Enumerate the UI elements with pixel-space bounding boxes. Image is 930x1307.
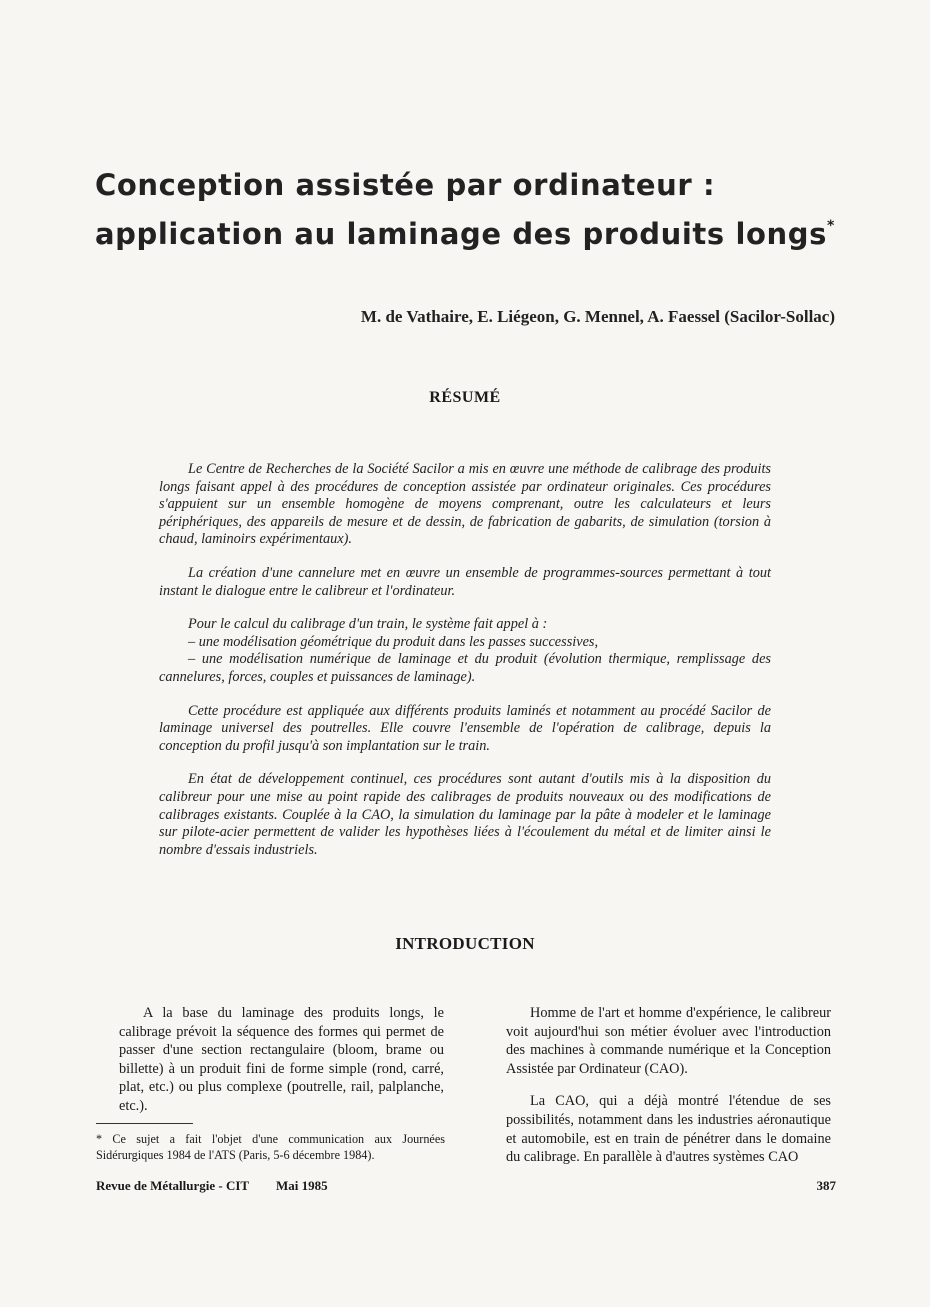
author-list: M. de Vathaire, E. Liégeon, G. Mennel, A. Faessel (Sacilor-Sollac) xyxy=(360,307,835,326)
body-paragraph: La CAO, qui a déjà montré l'étendue de ses possibilités, notamment dans les industries aéronautique et automobile, est en train de pénétrer dans le domaine du calibrage. En parallèle à d'autres systèmes CAO xyxy=(506,1093,831,1166)
abstract xyxy=(159,461,771,875)
title-line-1: Conception assistée par ordinateur : xyxy=(95,168,716,203)
abstract-list-item: – une modélisation numérique de laminage et du produit (évolution thermique, remplissage des cannelures, forces, couples et puissances de laminage). xyxy=(159,651,771,685)
abstract-list xyxy=(159,634,771,687)
resume-heading: RÉSUMÉ xyxy=(429,389,501,406)
abstract-paragraph-2: La création d'une cannelure met en œuvre un ensemble de programmes-sources permettant à tout instant le dialogue entre le calibreur et l'ordinateur. xyxy=(159,564,771,599)
title-footnote-marker: * xyxy=(826,218,835,235)
journal-name: Revue de Métallurgie - CIT xyxy=(96,1178,250,1193)
title-line-2: application au laminage des produits longs xyxy=(95,217,827,252)
footnote-divider xyxy=(96,1123,193,1124)
page-number: 387 xyxy=(816,1178,836,1193)
footnote: * Ce sujet a fait l'objet d'une communication aux Journées Sidérurgiques 1984 de l'ATS (Paris, 5-6 décembre 1984). xyxy=(96,1132,445,1162)
left-column xyxy=(119,1004,444,1130)
abstract-paragraph-3: Pour le calcul du calibrage d'un train, le système fait appel à : xyxy=(188,616,548,633)
body-paragraph: A la base du laminage des produits longs, le calibrage prévoit la séquence des formes qui permet de passer d'une section rectangulaire (bloom, brame ou billette) à un produit fini de forme simple (rond, carré, plat, etc.) ou plus complexe (poutrelle, rail, palplanche, etc.). xyxy=(119,1005,444,1114)
abstract-paragraph-5: En état de développement continuel, ces procédures sont autant d'outils mis à la disposition du calibreur pour une mise au point rapide des calibrages de produits nouveaux ou des modifications de calibrages existants. Couplée à la CAO, la simulation du laminage par la pâte à modeler et le laminage sur pilote-acier permettent de valider les hypothèses liées à l'écoulement du métal et de limiter ainsi le nombre d'essais industriels. xyxy=(159,771,771,858)
issue-date: Mai 1985 xyxy=(276,1178,328,1193)
abstract-paragraph-1: Le Centre de Recherches de la Société Sacilor a mis en œuvre une méthode de calibrage des produits longs faisant appel à des procédures de conception assistée par ordinateur originales. Ces procédures s'appuient sur un ensemble homogène de moyens comprenant, outre les calculateurs et leurs périphériques, des appareils de mesure et de dessin, de fabrication de gabarits, de simulation (torsion à chaud, laminoirs expérimentaux). xyxy=(159,461,771,548)
abstract-paragraph-4: Cette procédure est appliquée aux différents produits laminés et notamment au procédé Sacilor de laminage universel des poutrelles. Elle couvre l'ensemble de l'opération de calibrage, depuis la conception du profil jusqu'à son implantation sur le train. xyxy=(159,702,771,754)
body-paragraph: Homme de l'art et homme d'expérience, le calibreur voit aujourd'hui son métier évoluer avec l'introduction des machines à commande numérique et la Conception Assistée par Ordinateur (CAO). xyxy=(506,1005,831,1077)
article-title xyxy=(95,165,855,255)
abstract-list-item: – une modélisation géométrique du produit dans les passes successives, xyxy=(188,633,599,650)
right-column xyxy=(506,1004,831,1181)
introduction-heading: INTRODUCTION xyxy=(395,934,535,953)
